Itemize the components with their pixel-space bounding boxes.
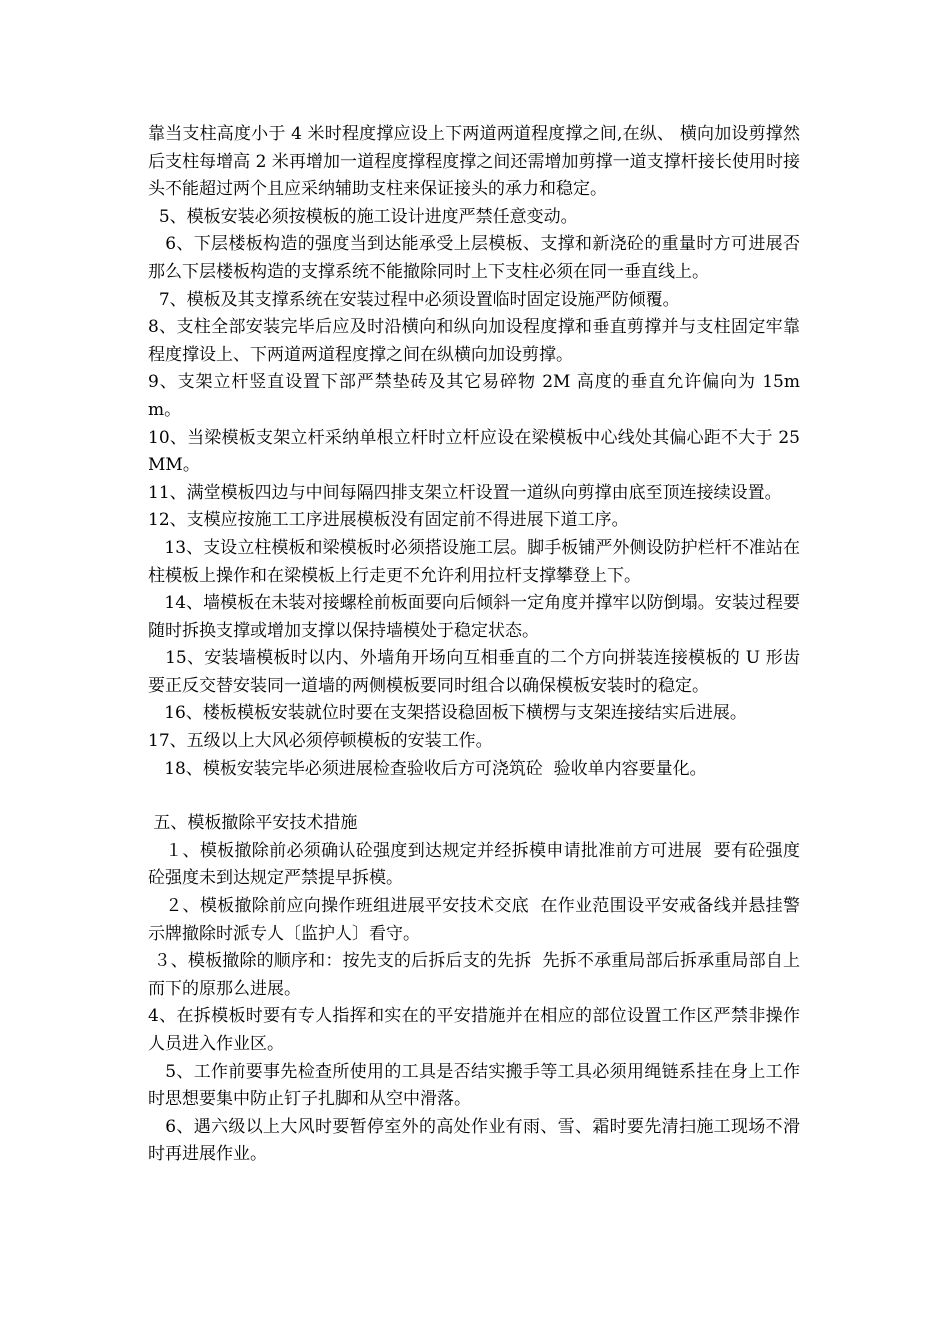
paragraph-item-5: 5、模板安装必须按模板的施工设计进度严禁任意变动。 [148,206,578,227]
paragraph-item-6: 6、下层楼板构造的强度当到达能承受上层模板、支撑和新浇砼的重量时方可进展否那么下层楼板构造的支撑系统不能撤除同时上下支柱必须在同一垂直线上。 [148,234,800,282]
paragraph-item-18: 18、模板安装完毕必须进展检查验收后方可浇筑砼 验收单内容要量化。 [148,758,707,779]
paragraph-item-15: 15、安装墙模板时以内、外墙角开场向互相垂直的二个方向拼装连接模板的 U 形齿要正反交替安装同一道墙的两侧模板要同时组合以确保模板安装时的稳定。 [148,648,800,696]
removal-item-4: 4、在拆模板时要有专人指挥和实在的平安措施并在相应的部位设置工作区严禁非操作人员进入作业区。 [148,1006,800,1054]
section-heading: 五、模板撤除平安技术措施 [148,813,358,834]
paragraph-bracing-continued: 靠当支柱高度小于 4 米时程度撑应设上下两道两道程度撑之间,在纵、 横向加设剪撑然后支柱每增高 2 米再增加一道程度撑程度撑之间还需增加剪撑一道支撑杆接长使用时接头不能超过两个且应采纳辅助支柱来保证接头的承力和稳定。 [148,124,800,200]
paragraph-item-13: 13、支设立柱模板和梁模板时必须搭设施工层。脚手板铺严外侧设防护栏杆不准站在柱模板上操作和在梁模板上行走更不允许利用拉杆支撑攀登上下。 [148,537,800,586]
removal-item-1: １、模板撤除前必须确认砼强度到达规定并经拆模申请批准前方可进展 要有砼强度砼强度未到达规定严禁提早拆模。 [148,840,800,889]
paragraph-item-7: 7、模板及其支撑系统在安装过程中必须设置临时固定设施严防倾覆。 [148,289,680,310]
removal-item-6: 6、遇六级以上大风时要暂停室外的高处作业有雨、雪、霜时要先清扫施工现场不滑时再进展作业。 [148,1116,800,1165]
removal-item-2: ２、模板撤除前应向操作班组进展平安技术交底 在作业范围设平安戒备线并悬挂警示牌撤除时派专人〔监护人〕看守。 [148,896,800,944]
document-body [148,121,800,1169]
paragraph-item-14: 14、墙模板在未装对接螺栓前板面要向后倾斜一定角度并撑牢以防倒塌。安装过程要随时拆换支撑或增加支撑以保持墙模处于稳定状态。 [148,593,800,641]
removal-item-5: 5、工作前要事先检查所使用的工具是否结实搬手等工具必须用绳链系挂在身上工作时思想要集中防止钉子扎脚和从空中滑落。 [148,1061,800,1110]
paragraph-item-9: 9、支架立杆竖直设置下部严禁垫砖及其它易碎物 2M 高度的垂直允许偏向为 15mm。 [148,372,800,420]
paragraph-item-12: 12、支模应按施工工序进展模板没有固定前不得进展下道工序。 [148,510,629,531]
paragraph-spacer [148,783,800,810]
removal-item-3: ３、模板撤除的顺序和：按先支的后拆后支的先拆 先拆不承重局部后拆承重局部自上而下的原那么进展。 [148,951,800,999]
paragraph-item-16: 16、楼板模板安装就位时要在支架搭设稳固板下横楞与支架连接结实后进展。 [148,703,747,724]
paragraph-item-10: 10、当梁模板支架立杆采纳单根立杆时立杆应设在梁模板中心线处其偏心距不大于 25MM。 [148,427,800,476]
paragraph-item-8: 8、支柱全部安装完毕后应及时沿横向和纵向加设程度撑和垂直剪撑并与支柱固定牢靠程度撑设上、下两道两道程度撑之间在纵横向加设剪撑。 [148,317,800,365]
paragraph-item-17: 17、五级以上大风必须停顿模板的安装工作。 [148,731,493,752]
paragraph-item-11: 11、满堂模板四边与中间每隔四排支架立杆设置一道纵向剪撑由底至顶连接续设置。 [148,482,782,503]
